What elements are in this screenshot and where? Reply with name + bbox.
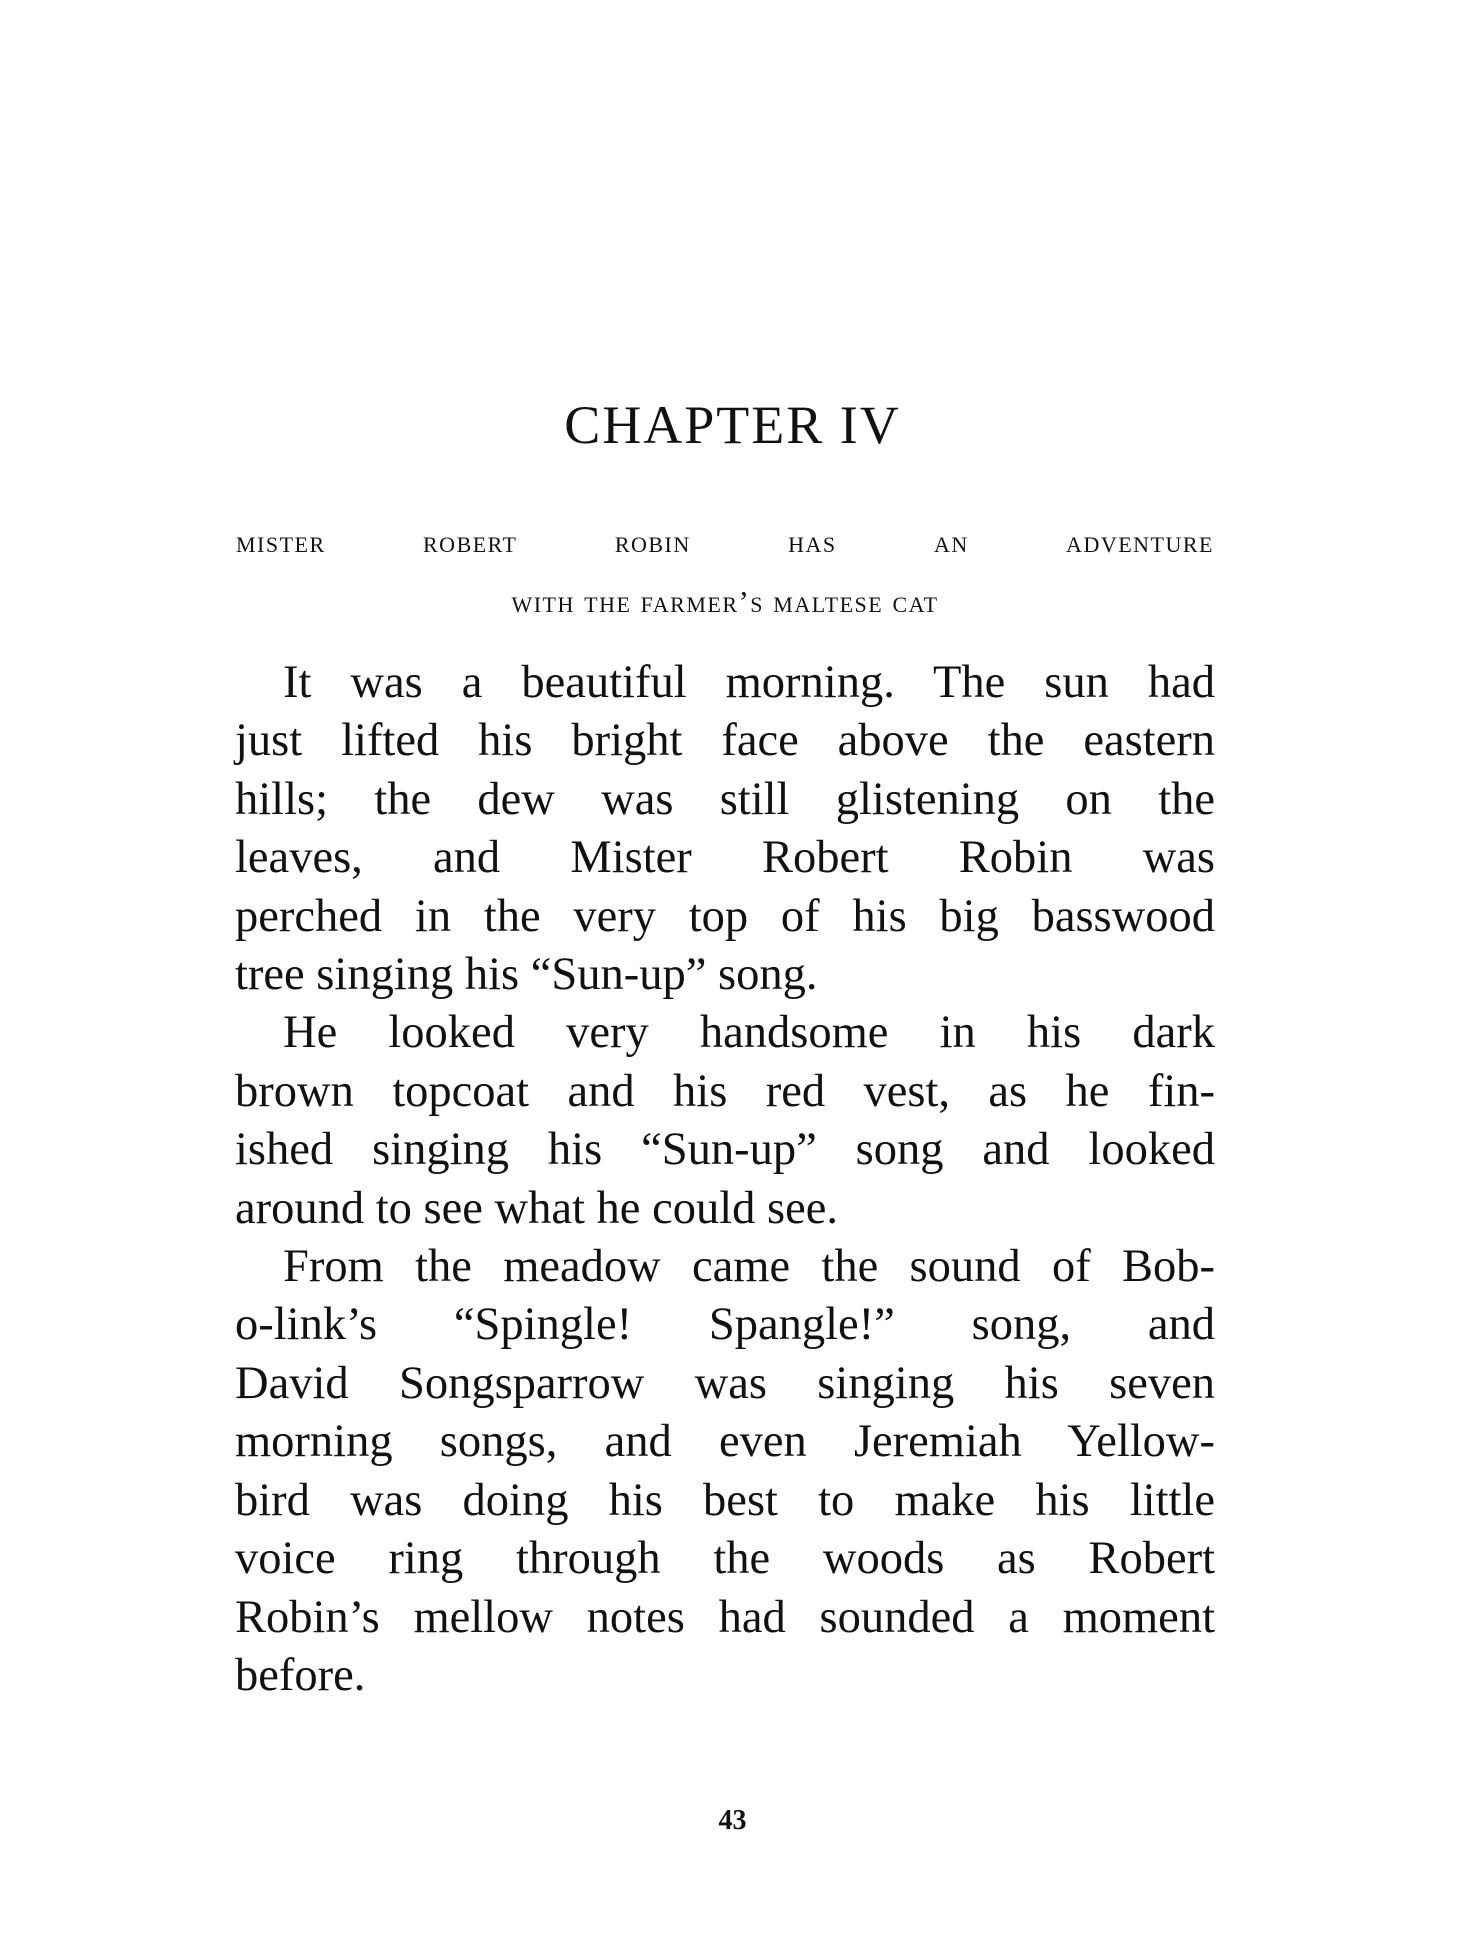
text-line: hills; the dew was still glistening on the [235, 773, 1215, 825]
text-line: From the meadow came the sound of Bob- [283, 1241, 1215, 1293]
paragraph-2 [235, 1004, 1215, 1238]
page-number: 43 [718, 1805, 747, 1836]
text-line: ished singing his “Sun-up” song and looked [235, 1124, 1215, 1176]
paragraph-3 [235, 1238, 1215, 1705]
chapter-subtitle [236, 512, 1214, 632]
text-line: morning songs, and even Jeremiah Yellow- [235, 1416, 1215, 1468]
subtitle-line-1: mister robert robin has an adventure [236, 524, 1214, 559]
subtitle-line-2: with the farmer’s maltese cat [511, 584, 939, 619]
body-text [235, 654, 1215, 1705]
text-line: o-link’s “Spingle! Spangle!” song, and [235, 1299, 1215, 1351]
text-line: just lifted his bright face above the eastern [235, 715, 1215, 767]
paragraph-1 [235, 654, 1215, 1004]
text-line: leaves, and Mister Robert Robin was [235, 832, 1215, 884]
text-line: It was a beautiful morning. The sun had [283, 657, 1215, 708]
text-line: before. [235, 1649, 366, 1701]
text-line: around to see what he could see. [235, 1182, 839, 1234]
text-line: He looked very handsome in his dark [283, 1007, 1215, 1059]
text-line: brown topcoat and his red vest, as he fin- [235, 1065, 1215, 1117]
text-line: David Songsparrow was singing his seven [235, 1357, 1215, 1409]
text-line: Robin’s mellow notes had sounded a moment [235, 1591, 1215, 1643]
chapter-heading: CHAPTER IV [564, 395, 901, 455]
text-line: voice ring through the woods as Robert [235, 1533, 1215, 1585]
text-line: bird was doing his best to make his little [235, 1474, 1215, 1526]
text-line: tree singing his “Sun-up” song. [235, 949, 818, 1001]
text-line: perched in the very top of his big basswood [235, 890, 1215, 942]
